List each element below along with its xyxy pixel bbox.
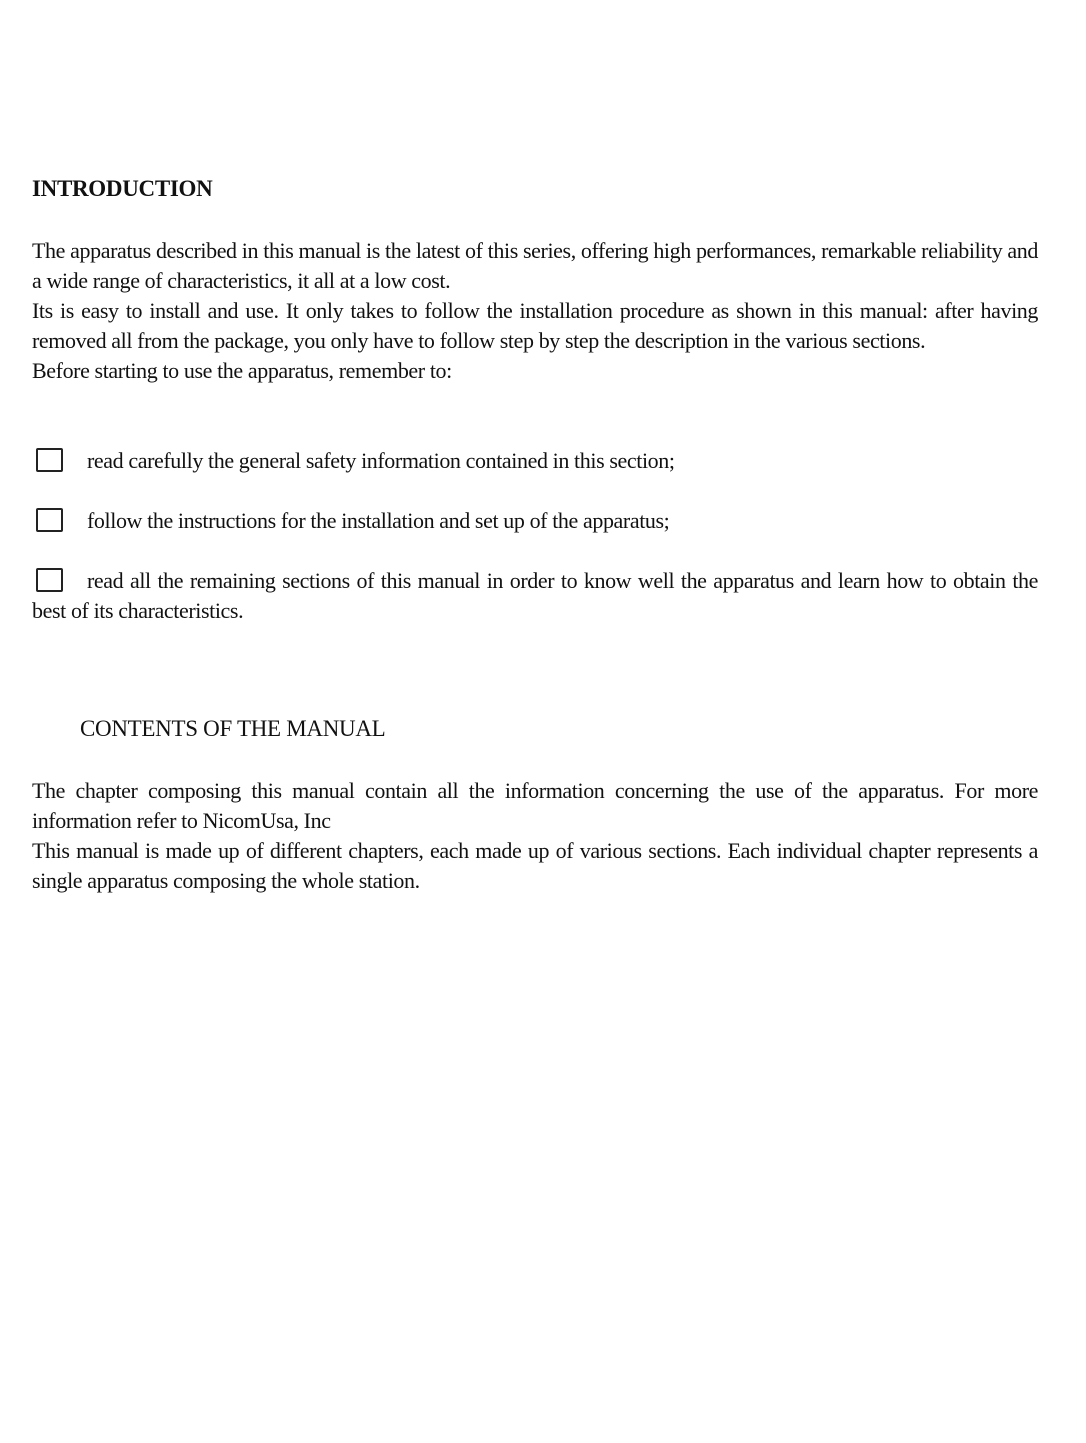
contents-paragraph: The chapter composing this manual contain all the information concerning the use of the apparatus. For more information refer to NicomUsa, Inc [32, 778, 1038, 833]
contents-heading: CONTENTS OF THE MANUAL [80, 716, 386, 741]
checklist-item [32, 506, 1038, 536]
checklist-item-text: read carefully the general safety information contained in this section; [87, 448, 675, 473]
checklist-item-text: read all the remaining sections of this manual in order to know well the apparatus and learn how to obtain the best of its characteristics. [32, 568, 1038, 623]
checklist [32, 446, 1038, 623]
checkbox-icon [36, 508, 63, 532]
intro-paragraph: The apparatus described in this manual is the latest of this series, offering high performances, remarkable reliability and a wide range of characteristics, it all at a low cost. [32, 238, 1038, 293]
checklist-item [32, 446, 1038, 476]
checkbox-icon [36, 448, 63, 472]
introduction-body [32, 236, 1038, 386]
introduction-heading: INTRODUCTION [32, 176, 213, 201]
checkbox-icon [36, 568, 63, 592]
contents-body [32, 776, 1038, 896]
checklist-item-text: follow the instructions for the installation and set up of the apparatus; [87, 508, 670, 533]
intro-paragraph: Before starting to use the apparatus, remember to: [32, 358, 452, 383]
intro-paragraph: Its is easy to install and use. It only takes to follow the installation procedure as shown in this manual: after having removed all from the package, you only have to follow step by step the description in the various sections. [32, 298, 1038, 353]
checklist-item [32, 566, 1038, 626]
contents-paragraph: This manual is made up of different chapters, each made up of various sections. Each individual chapter represents a single apparatus composing the whole station. [32, 838, 1038, 893]
